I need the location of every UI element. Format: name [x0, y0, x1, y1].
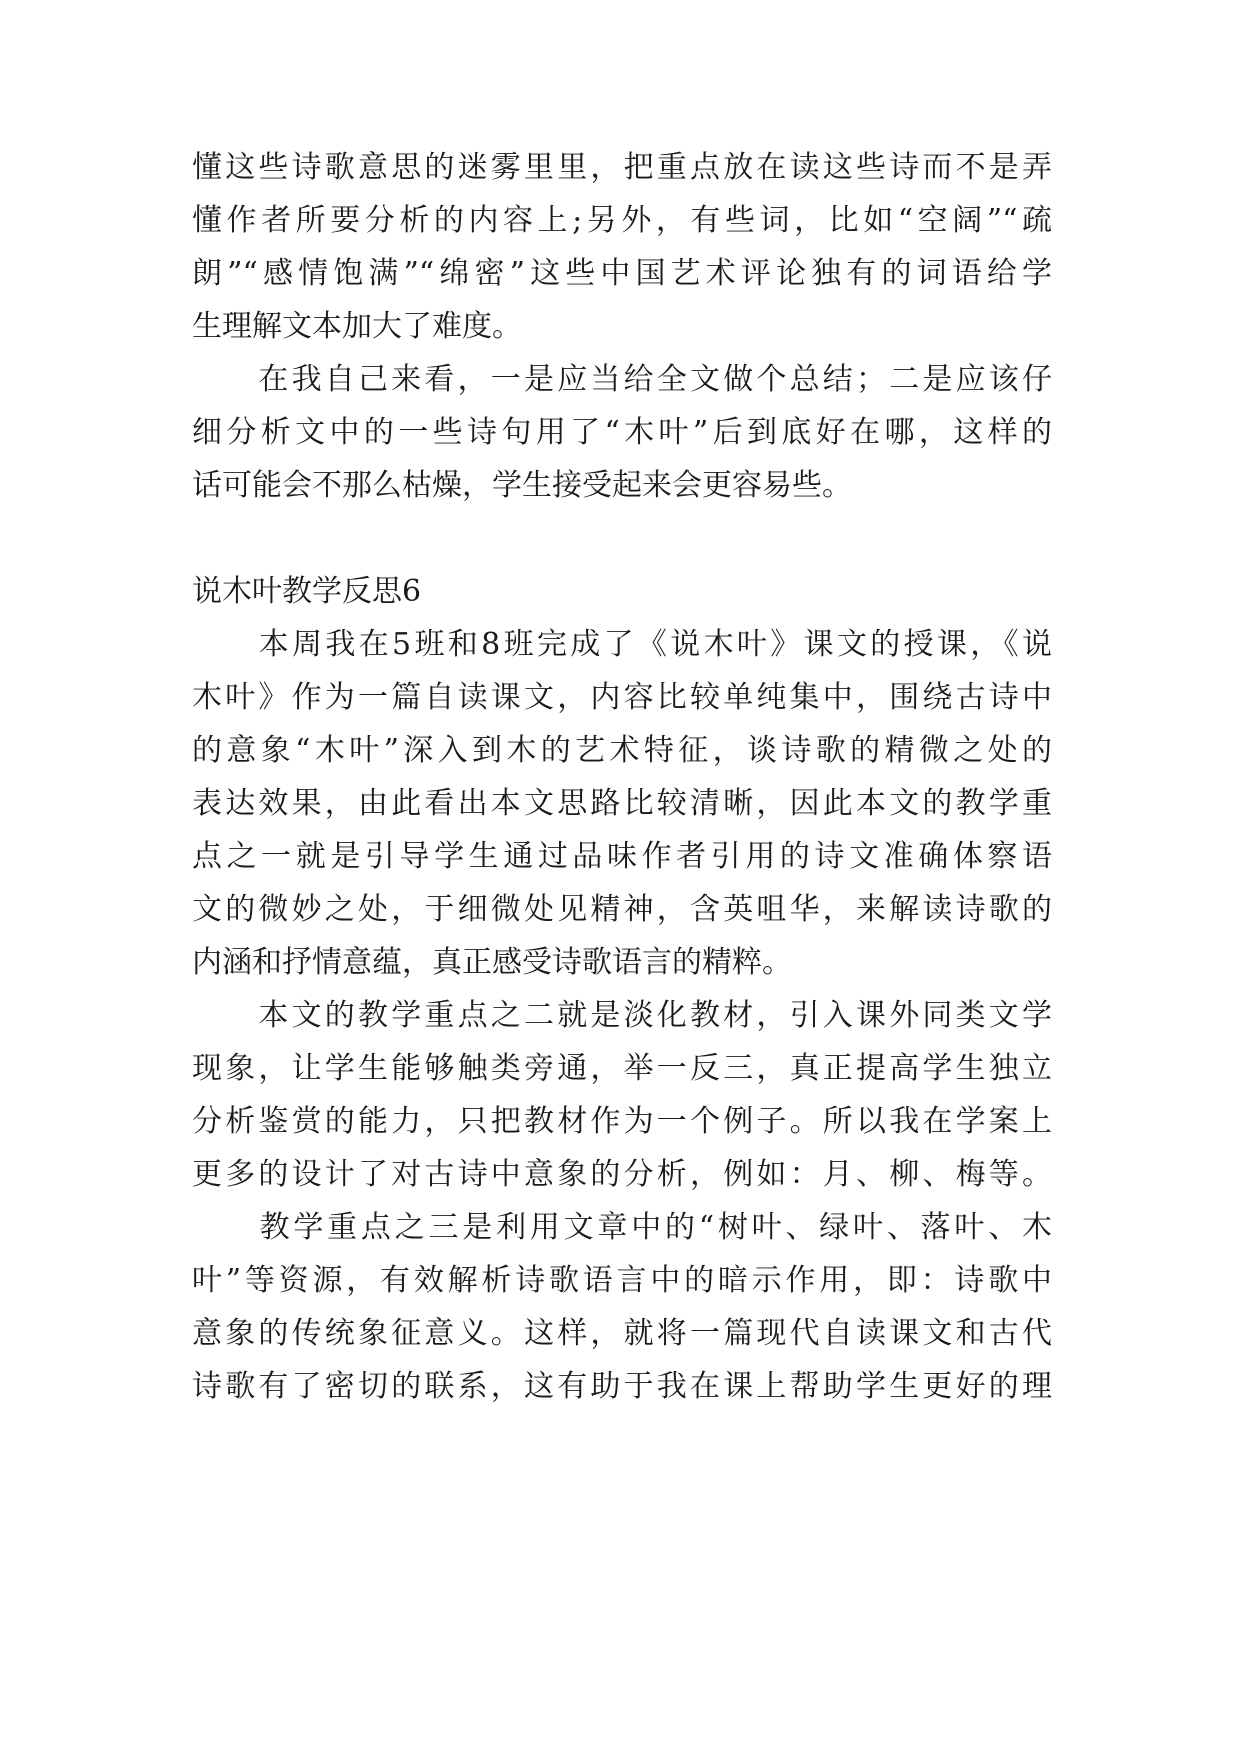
text-line: 的意象“木叶”深入到木的艺术特征，谈诗歌的精微之处的: [192, 733, 1052, 768]
text-line: 本文的教学重点之二就是淡化教材，引入课外同类文学: [192, 998, 1052, 1033]
text-line: 在我自己来看，一是应当给全文做个总结；二是应该仔: [192, 362, 1052, 397]
text-line: 细分析文中的一些诗句用了“木叶”后到底好在哪，这样的: [192, 415, 1052, 450]
text-line: 本周我在5班和8班完成了《说木叶》课文的授课，《说: [192, 627, 1052, 662]
text-line: 点之一就是引导学生通过品味作者引用的诗文准确体察语: [192, 839, 1052, 874]
text-line: 文的微妙之处，于细微处见精神，含英咀华，来解读诗歌的: [192, 892, 1052, 927]
text-line: 分析鉴赏的能力，只把教材作为一个例子。所以我在学案上: [192, 1104, 1052, 1139]
text-line: 朗”“感情饱满”“绵密”这些中国艺术评论独有的词语给学: [192, 256, 1052, 291]
section-title: 说木叶教学反思6: [192, 574, 422, 609]
text-line: 木叶》作为一篇自读课文，内容比较单纯集中，围绕古诗中: [192, 680, 1052, 715]
text-line: 生理解文本加大了难度。: [192, 309, 522, 344]
text-line: 教学重点之三是利用文章中的“树叶、绿叶、落叶、木: [192, 1210, 1052, 1245]
text-line: 话可能会不那么枯燥，学生接受起来会更容易些。: [192, 468, 852, 503]
text-line: 内涵和抒情意蕴，真正感受诗歌语言的精粹。: [192, 945, 792, 980]
text-line: 更多的设计了对古诗中意象的分析，例如：月、柳、梅等。: [192, 1157, 1052, 1192]
text-line: 懂作者所要分析的内容上;另外，有些词，比如“空阔”“疏: [192, 203, 1052, 238]
text-line: 叶”等资源，有效解析诗歌语言中的暗示作用，即：诗歌中: [192, 1263, 1052, 1298]
text-line: 诗歌有了密切的联系，这有助于我在课上帮助学生更好的理: [192, 1369, 1052, 1404]
text-line: 表达效果，由此看出本文思路比较清晰，因此本文的教学重: [192, 786, 1052, 821]
text-line: 现象，让学生能够触类旁通，举一反三，真正提高学生独立: [192, 1051, 1052, 1086]
text-line: 意象的传统象征意义。这样，就将一篇现代自读课文和古代: [192, 1316, 1052, 1351]
text-line: 懂这些诗歌意思的迷雾里里，把重点放在读这些诗而不是弄: [192, 150, 1052, 185]
